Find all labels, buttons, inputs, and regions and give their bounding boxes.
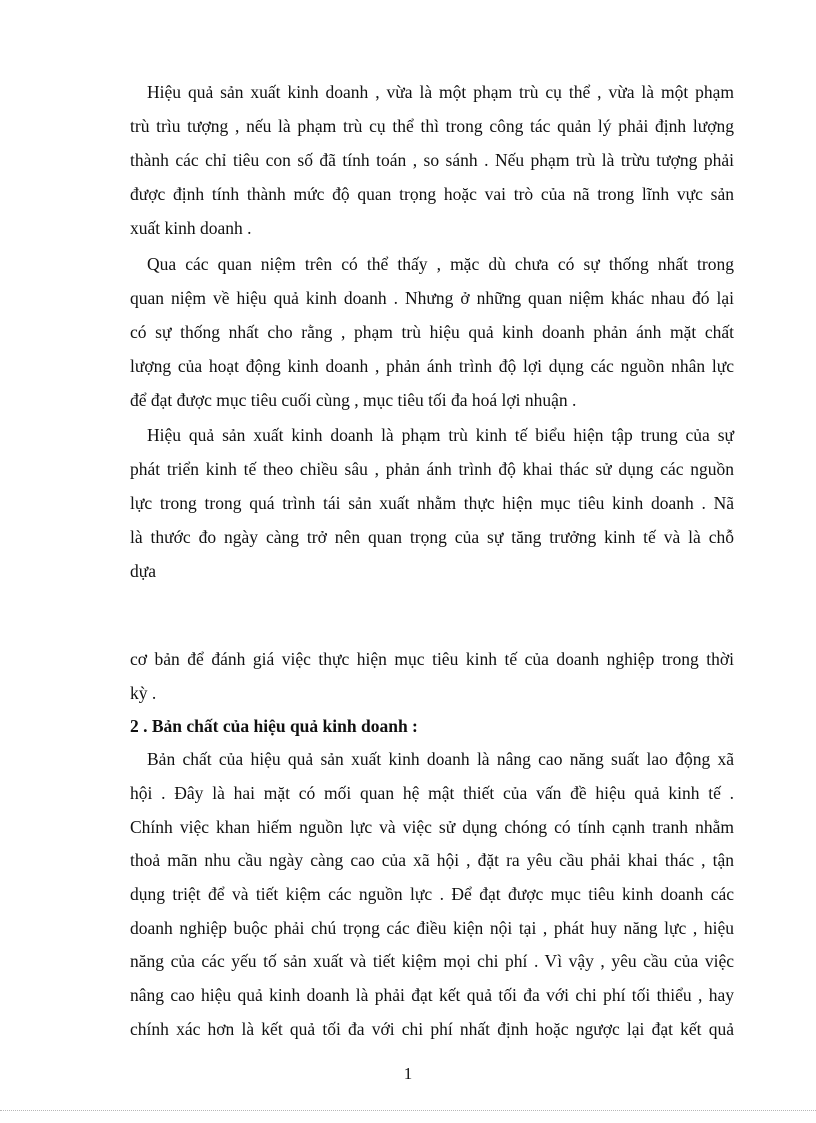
text-line: nâng cao hiệu quả kinh doanh là phải đạt kết quả tối đa với chi phí tối thiểu , hay — [130, 985, 734, 1005]
text-line: doanh nghiệp buộc phải chú trọng các điều kiện nội tại , phát huy năng lực , hiệu — [130, 918, 734, 938]
text-line: quan niệm về hiệu quả kinh doanh . Nhưng ở những quan niệm khác nhau đó lại — [130, 288, 734, 308]
text-line: dựa — [130, 561, 157, 581]
section-heading: 2 . Bản chất của hiệu quả kinh doanh : — [130, 716, 418, 736]
text-line: xuất kinh doanh . — [130, 218, 252, 238]
text-line: chính xác hơn là kết quả tối đa với chi phí nhất định hoặc ngược lại đạt kết quả — [130, 1019, 734, 1039]
page-bottom-rule — [0, 1110, 816, 1111]
text-line: là thước đo ngày càng trở nên quan trọng của sự tăng trưởng kinh tế và là chỗ — [130, 527, 734, 547]
text-line: Hiệu quả sản xuất kinh doanh , vừa là một phạm trù cụ thể , vừa là một phạm — [147, 82, 734, 102]
text-line: trù trìu tượng , nếu là phạm trù cụ thể thì trong công tác quản lý phải định lượng — [130, 116, 734, 136]
text-line: cơ bản để đánh giá việc thực hiện mục tiêu kinh tế của doanh nghiệp trong thời — [130, 649, 734, 669]
text-line: được định tính thành mức độ quan trọng hoặc vai trò của nã trong lĩnh vực sản — [130, 184, 734, 204]
text-line: Hiệu quả sản xuất kinh doanh là phạm trù kinh tế biểu hiện tập trung của sự — [147, 425, 734, 445]
text-line: lực trong trong quá trình tái sản xuất nhằm thực hiện mục tiêu kinh doanh . Nã — [130, 493, 734, 513]
text-line: phát triển kinh tế theo chiều sâu , phản ánh trình độ khai thác sử dụng các nguồn — [130, 459, 734, 479]
text-line: thành các chỉ tiêu con số đã tính toán , so sánh . Nếu phạm trù là trừu tượng phải — [130, 150, 734, 170]
text-line: Chính việc khan hiếm nguồn lực và việc sử dụng chóng có tính cạnh tranh nhằm — [130, 817, 734, 837]
text-line: năng của các yếu tố sản xuất và tiết kiệm mọi chi phí . Vì vậy , yêu cầu của việc — [130, 951, 734, 971]
text-line: lượng của hoạt động kinh doanh , phản ánh trình độ lợi dụng các nguồn nhân lực — [130, 356, 734, 376]
text-line: để đạt được mục tiêu cuối cùng , mục tiêu tối đa hoá lợi nhuận . — [130, 390, 577, 410]
text-line: kỳ . — [130, 683, 157, 703]
text-line: dụng triệt để và tiết kiệm các nguồn lực . Để đạt được mục tiêu kinh doanh các — [130, 884, 734, 904]
text-line: Qua các quan niệm trên có thể thấy , mặc dù chưa có sự thống nhất trong — [147, 254, 734, 274]
text-line: hội . Đây là hai mặt có mối quan hệ mật thiết của vấn đề hiệu quả kinh tế . — [130, 783, 734, 803]
text-line: có sự thống nhất cho rằng , phạm trù hiệu quả kinh doanh phản ánh mặt chất — [130, 322, 734, 342]
text-line: Bản chất của hiệu quả sản xuất kinh doanh là nâng cao năng suất lao động xã — [147, 749, 734, 769]
page-number: 1 — [403, 1064, 413, 1083]
text-line: thoả mãn nhu cầu ngày càng cao của xã hội , đặt ra yêu cầu phải khai thác , tận — [130, 850, 734, 870]
